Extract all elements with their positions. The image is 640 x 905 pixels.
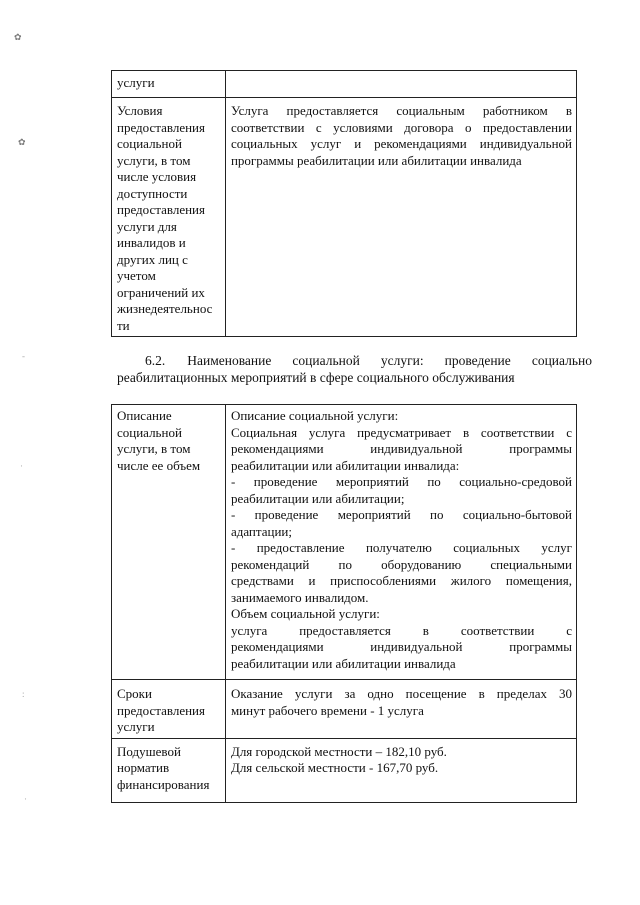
cell-line: занимаемого инвалидом.: [230, 589, 369, 605]
cell-line: инвалидов и: [117, 235, 186, 250]
table-row: [112, 405, 577, 680]
table-cell-value: [225, 405, 576, 680]
cell-line: финансирования: [117, 776, 210, 792]
cell-line: - проведение мероприятий по социально-средовой: [230, 474, 572, 489]
cell-line: Оказание услуги за одно посещение в пределах 30: [230, 686, 572, 701]
table-row: [112, 738, 577, 802]
cell-line: доступности: [117, 185, 188, 201]
cell-line: ти: [117, 317, 130, 333]
cell-line: Подушевой: [117, 743, 181, 759]
scan-speck: :: [22, 689, 25, 699]
cell-line: социальной: [117, 136, 182, 151]
cell-line: Объем социальной услуги:: [230, 606, 380, 621]
table-row: [112, 71, 577, 98]
cell-line: числе условия: [117, 169, 197, 184]
cell-text: услуги: [117, 75, 155, 90]
cell-line: минут рабочего времени - 1 услуга: [230, 702, 424, 718]
cell-line: услуги, в том: [117, 152, 191, 168]
scan-speck: ·: [24, 794, 27, 804]
table-cell-label: [112, 680, 226, 739]
section-heading-line: [117, 352, 592, 369]
scan-speck: ✿: [18, 137, 26, 147]
cell-line: Условия: [117, 103, 163, 118]
cell-line: адаптации;: [230, 523, 292, 539]
cell-line: услуги для: [117, 218, 177, 234]
cell-line: услуги, в том: [117, 441, 191, 456]
cell-line: реабилитации или абилитации;: [230, 490, 405, 506]
section-number: 6.2.: [145, 353, 166, 368]
cell-line: реабилитации или абилитации инвалида: [230, 655, 456, 671]
table-cell-label: [112, 738, 226, 802]
table-cell-label: [112, 71, 226, 98]
cell-line: Для городской местности – 182,10 руб.: [230, 743, 447, 759]
table-cell-label: [112, 405, 226, 680]
cell-line: жизнедеятельнос: [117, 301, 213, 316]
conditions-table: [111, 70, 577, 337]
section-title-continued: реабилитационных мероприятий в сфере социального обслуживания: [117, 370, 515, 385]
cell-line: других лиц с: [117, 251, 188, 267]
scan-speck: ✿: [14, 32, 22, 42]
cell-line: - проведение мероприятий по социально-бытовой: [230, 507, 572, 522]
cell-line: рекомендациями индивидуальной программы: [230, 639, 572, 654]
cell-line: учетом: [117, 268, 156, 283]
cell-line: числе ее объем: [117, 457, 201, 473]
table-row: [112, 98, 577, 337]
table-cell-value: [225, 738, 576, 802]
scan-speck: ·: [20, 461, 23, 471]
cell-line: услуга предоставляется в соответствии с: [230, 622, 572, 638]
cell-line: предоставления: [117, 119, 205, 135]
table-row: [112, 680, 577, 739]
cell-line: рекомендациями индивидуальной программы: [230, 441, 572, 456]
cell-line: норматив: [117, 760, 170, 775]
cell-line: Описание социальной услуги:: [230, 408, 399, 423]
section-title: Наименование социальной услуги: проведение социально: [187, 353, 592, 368]
cell-line: реабилитации или абилитации инвалида:: [230, 457, 460, 473]
cell-line: социальной: [117, 424, 182, 440]
scan-speck: -: [22, 351, 25, 361]
cell-line: предоставления: [117, 702, 205, 718]
cell-line: предоставления: [117, 202, 205, 217]
cell-line: ограничений их: [117, 284, 205, 300]
service-table: [111, 404, 577, 803]
cell-text: Услуга предоставляется социальным работником в соответствии с условиями договора о предоставлении социальных услуг и рекомендациями индивидуальной программы реабилитации или абилитации инвалида: [230, 103, 572, 168]
cell-line: услуги: [117, 719, 155, 734]
cell-line: Описание: [117, 408, 172, 423]
cell-line: Сроки: [117, 686, 152, 701]
cell-line: Социальная услуга предусматривает в соответствии с: [230, 424, 572, 440]
table-cell-value: [225, 680, 576, 739]
table-cell-label: [112, 98, 226, 337]
section-heading: [117, 352, 592, 386]
table-cell-value: [225, 98, 576, 337]
cell-line: - предоставление получателю социальных услуг: [230, 540, 572, 555]
table-cell-value: [225, 71, 576, 98]
cell-line: Для сельской местности - 167,70 руб.: [230, 760, 439, 775]
cell-line: рекомендаций по оборудованию специальными: [230, 556, 572, 572]
cell-line: средствами и приспособлениями жилого помещения,: [230, 573, 572, 588]
